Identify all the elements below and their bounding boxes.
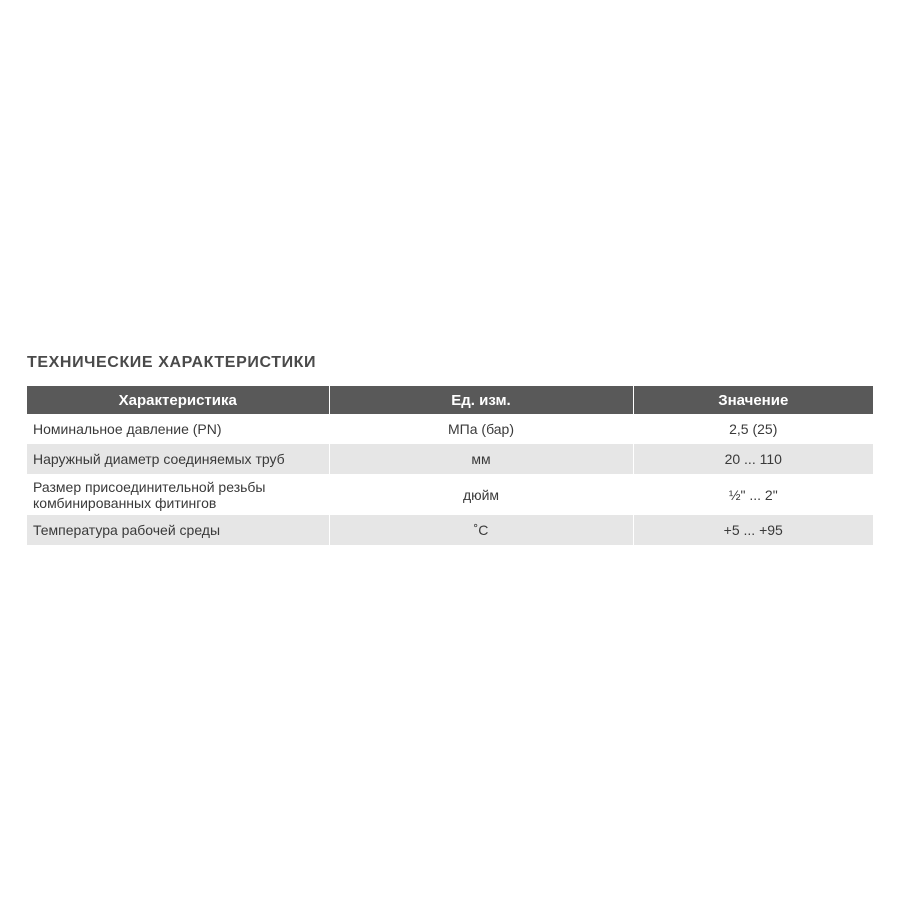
row-unit: МПа (бар)	[329, 414, 633, 444]
table-row	[27, 414, 873, 444]
table-row	[27, 444, 873, 474]
row-unit: дюйм	[329, 474, 633, 515]
specifications-table	[27, 386, 873, 545]
row-name: Размер присоединительной резьбы комбинированных фитингов	[33, 478, 266, 511]
row-name: Температура рабочей среды	[27, 515, 329, 545]
row-value: +5 ... +95	[633, 515, 873, 545]
header-value: Значение	[633, 386, 873, 414]
table-header-row	[27, 386, 873, 414]
row-unit: мм	[329, 444, 633, 474]
table-row	[27, 515, 873, 545]
row-value: ½" ... 2"	[633, 474, 873, 515]
row-name: Наружный диаметр соединяемых труб	[27, 444, 329, 474]
row-value: 20 ... 110	[633, 444, 873, 474]
row-unit: ˚С	[329, 515, 633, 545]
row-value: 2,5 (25)	[633, 414, 873, 444]
section-title: ТЕХНИЧЕСКИЕ ХАРАКТЕРИСТИКИ	[27, 354, 317, 371]
row-name: Номинальное давление (PN)	[33, 421, 222, 437]
table-row	[27, 474, 873, 515]
header-unit: Ед. изм.	[329, 386, 633, 414]
header-characteristic: Характеристика	[27, 386, 329, 414]
